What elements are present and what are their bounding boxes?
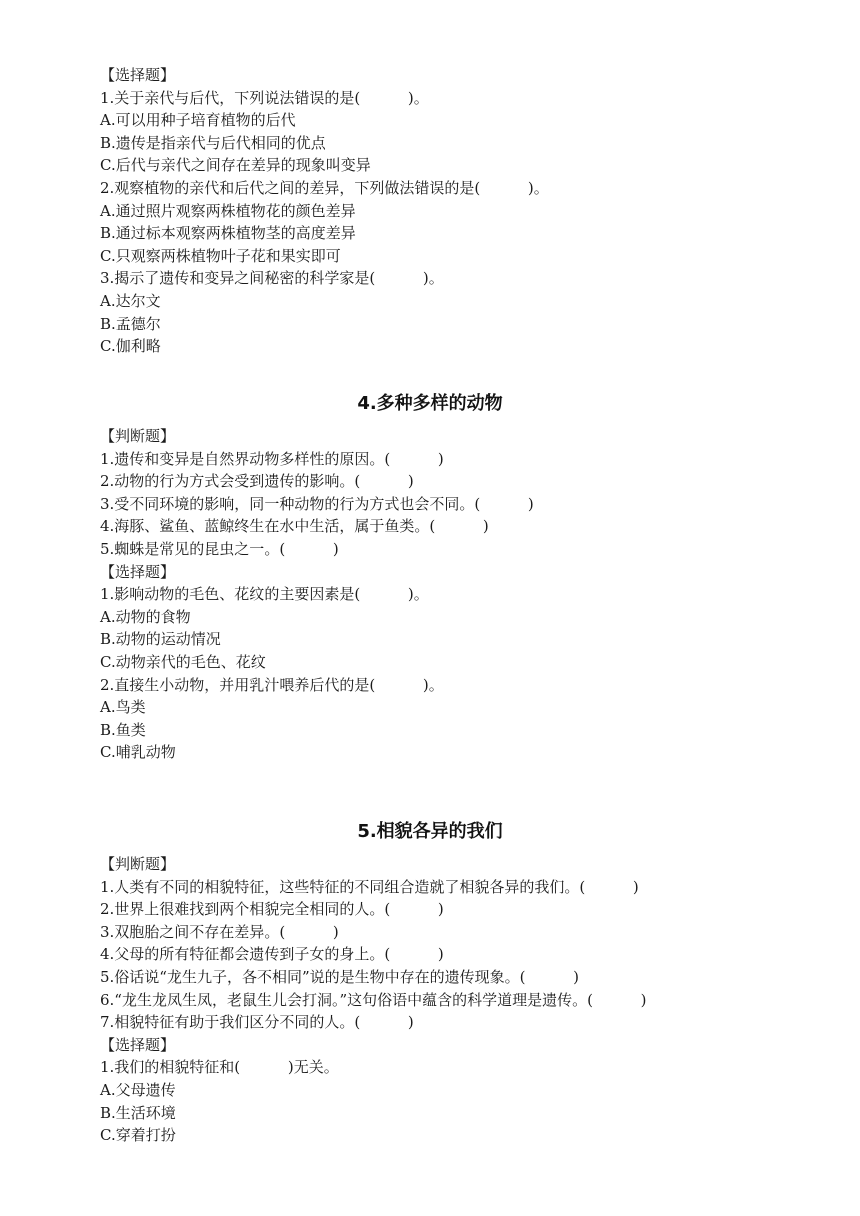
question-text: 4.父母的所有特征都会遗传到子女的身上。( ) [100,945,444,964]
section-4-title: 4.多种多样的动物 [357,393,503,414]
question-text: 3.双胞胎之间不存在差异。( ) [100,922,339,941]
question-text: 2.直接生小动物，并用乳汁喂养后代的是( )。 [100,675,444,694]
question-text: 1.遗传和变异是自然界动物多样性的原因。( ) [100,449,444,468]
answer-option: B.动物的运动情况 [100,630,221,649]
question-text: 7.相貌特征有助于我们区分不同的人。( ) [100,1013,414,1032]
question-text: 1.关于亲代与后代，下列说法错误的是( )。 [100,88,429,107]
question-text: 2.观察植物的亲代和后代之间的差异，下列做法错误的是( )。 [100,178,549,197]
question-text: 3.受不同环境的影响，同一种动物的行为方式也会不同。( ) [100,494,534,513]
section-3-questions [100,64,800,358]
answer-option: C.伽利略 [100,337,161,356]
answer-option: C.哺乳动物 [100,743,176,762]
answer-option: A.可以用种子培育植物的后代 [100,111,296,130]
question-text: 2.世界上很难找到两个相貌完全相同的人。( ) [100,900,444,919]
question-text: 5.蜘蛛是常见的昆虫之一。( ) [100,539,339,558]
question-text: 1.影响动物的毛色、花纹的主要因素是( )。 [100,585,429,604]
answer-option: B.生活环境 [100,1103,176,1122]
section-4-questions [100,425,800,764]
answer-option: B.鱼类 [100,720,146,739]
answer-option: A.鸟类 [100,698,146,717]
question-text: 1.我们的相貌特征和( )无关。 [100,1058,339,1077]
question-text: 3.揭示了遗传和变异之间秘密的科学家是( )。 [100,269,444,288]
question-text: 4.海豚、鲨鱼、蓝鲸终生在水中生活，属于鱼类。( ) [100,517,489,536]
question-type-label: 【判断题】 [100,427,176,445]
answer-option: B.遗传是指亲代与后代相同的优点 [100,133,326,152]
question-type-label: 【判断题】 [100,855,176,873]
answer-option: A.通过照片观察两株植物花的颜色差异 [100,201,356,220]
answer-option: C.后代与亲代之间存在差异的现象叫变异 [100,156,371,175]
answer-option: B.通过标本观察两株植物茎的高度差异 [100,224,356,243]
answer-option: C.穿着打扮 [100,1126,176,1145]
question-type-label: 【选择题】 [100,1035,176,1054]
answer-option: A.达尔文 [100,291,161,310]
answer-option: A.父母遗传 [100,1080,176,1099]
question-text: 2.动物的行为方式会受到遗传的影响。( ) [100,472,414,491]
question-type-label: 【选择题】 [100,562,176,581]
answer-option: A.动物的食物 [100,607,191,626]
section-5-title: 5.相貌各异的我们 [357,821,503,842]
question-type-label: 【选择题】 [100,66,176,84]
answer-option: B.孟德尔 [100,314,161,333]
question-text: 1.人类有不同的相貌特征，这些特征的不同组合造就了相貌各异的我们。( ) [100,877,639,896]
question-text: 6.“龙生龙凤生凤，老鼠生儿会打洞。”这句俗语中蕴含的科学道理是遗传。( ) [100,990,647,1009]
answer-option: C.动物亲代的毛色、花纹 [100,652,266,671]
section-5-questions [100,853,800,1147]
answer-option: C.只观察两株植物叶子花和果实即可 [100,246,341,265]
question-text: 5.俗话说“龙生九子，各不相同”说的是生物中存在的遗传现象。( ) [100,967,580,986]
